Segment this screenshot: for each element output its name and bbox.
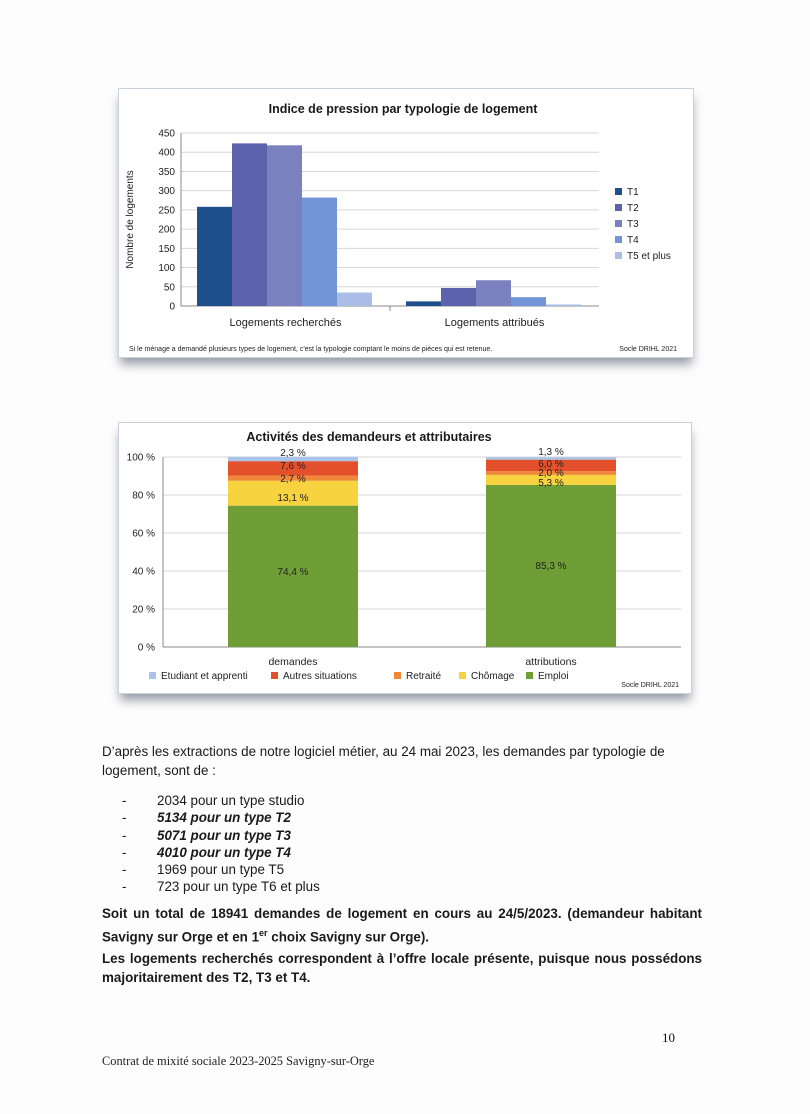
list-dash: - bbox=[122, 810, 127, 826]
chart1-ytick-label: 200 bbox=[158, 224, 175, 236]
chart2-legend-swatch bbox=[459, 672, 466, 679]
chart2-title: Activités des demandeurs et attributaires bbox=[246, 430, 492, 444]
total-text-b: choix Savigny sur Orge). bbox=[267, 928, 430, 944]
chart2-legend-label: Etudiant et apprenti bbox=[161, 671, 248, 682]
chart1-legend-swatch bbox=[615, 252, 622, 259]
chart1-legend-label: T3 bbox=[627, 219, 639, 230]
chart2-data-label: 13,1 % bbox=[277, 493, 309, 504]
chart2-ytick-label: 20 % bbox=[132, 604, 155, 616]
chart2-xtick-label: attributions bbox=[525, 656, 577, 668]
chart1-bar bbox=[406, 301, 441, 306]
chart1-title: Indice de pression par typologie de logement bbox=[268, 102, 538, 116]
chart-activites bbox=[118, 422, 692, 694]
chart1-bar bbox=[441, 288, 476, 306]
list-dash: - bbox=[122, 879, 127, 895]
chart1-ytick-label: 250 bbox=[158, 205, 175, 217]
chart1-note: Si le ménage a demandé plusieurs types de logement, c'est la typologie comptant le moins de pièces qui est retenue. bbox=[129, 346, 493, 353]
chart1-bar bbox=[476, 280, 511, 306]
chart2-ytick-label: 80 % bbox=[132, 490, 155, 502]
chart2-ytick-label: 100 % bbox=[126, 452, 155, 464]
typology-list-item bbox=[122, 878, 320, 895]
chart1-ytick-label: 300 bbox=[158, 186, 175, 198]
chart1-legend-label: T5 et plus bbox=[627, 251, 671, 262]
chart2-data-label: 6,0 % bbox=[538, 459, 564, 470]
typology-list-item bbox=[122, 861, 320, 878]
chart2-ytick-label: 60 % bbox=[132, 528, 155, 540]
list-item-text: 1969 pour un type T5 bbox=[157, 862, 285, 878]
total-paragraph bbox=[102, 905, 702, 946]
chart1-ytick-label: 350 bbox=[158, 166, 175, 178]
total-text-a: Soit un total de 18941 demandes de logement en cours au 24/5/2023. (demandeur habitant Savigny sur Orge et en 1 bbox=[102, 906, 702, 944]
chart2-legend-label: Retraité bbox=[406, 671, 442, 682]
chart1-ytick-label: 450 bbox=[158, 128, 175, 140]
chart2-source: Socle DRIHL 2021 bbox=[621, 682, 679, 689]
list-dash: - bbox=[122, 862, 127, 878]
chart2-legend-label: Emploi bbox=[538, 671, 569, 682]
chart1-ylabel: Nombre de logements bbox=[125, 170, 136, 269]
chart2-ytick-label: 40 % bbox=[132, 566, 155, 578]
list-item-text: 2034 pour un type studio bbox=[157, 793, 305, 808]
chart1-legend-swatch bbox=[615, 204, 622, 211]
chart2-legend-label: Chômage bbox=[471, 671, 515, 682]
chart1-legend-swatch bbox=[615, 236, 622, 243]
chart1-legend-label: T4 bbox=[627, 235, 639, 246]
chart2-data-label: 1,3 % bbox=[538, 447, 564, 458]
chart1-source: Socle DRIHL 2021 bbox=[619, 346, 677, 353]
chart2-legend-swatch bbox=[526, 672, 533, 679]
list-item-text: 4010 pour un type T4 bbox=[157, 844, 291, 860]
list-dash: - bbox=[122, 827, 127, 843]
chart1-xtick-label: Logements attribués bbox=[444, 317, 545, 329]
chart2-legend-swatch bbox=[271, 672, 278, 679]
chart2-data-label: 2,3 % bbox=[280, 448, 306, 459]
typology-list-item bbox=[122, 792, 320, 809]
chart2-ytick-label: 0 % bbox=[137, 642, 155, 654]
chart1-bar bbox=[546, 304, 581, 306]
chart2-data-label: 7,6 % bbox=[280, 461, 306, 472]
total-superscript: er bbox=[259, 927, 268, 938]
chart1-legend-swatch bbox=[615, 188, 622, 195]
chart1-bar bbox=[232, 143, 267, 306]
chart1-ytick-label: 0 bbox=[169, 301, 175, 313]
chart1-bar bbox=[511, 297, 546, 306]
chart2-xtick-label: demandes bbox=[268, 656, 318, 668]
list-item-text: 723 pour un type T6 et plus bbox=[157, 879, 320, 895]
chart2-legend-swatch bbox=[394, 672, 401, 679]
chart1-bar bbox=[302, 198, 337, 306]
chart1-legend-label: T1 bbox=[627, 187, 639, 198]
offer-paragraph: Les logements recherchés correspondent à l’offre locale présente, puisque nous possédons majoritairement des T2, T3 et T4. bbox=[102, 951, 702, 985]
chart2-data-label: 85,3 % bbox=[535, 561, 567, 572]
chart2-data-label: 5,3 % bbox=[538, 478, 564, 489]
chart1-xtick-label: Logements recherchés bbox=[229, 317, 342, 329]
list-item-text: 5134 pour un type T2 bbox=[157, 810, 291, 826]
chart2-legend-label: Autres situations bbox=[283, 671, 357, 682]
list-item-text: 5071 pour un type T3 bbox=[157, 827, 291, 843]
typology-list-item bbox=[122, 809, 320, 826]
chart1-bar bbox=[267, 145, 302, 306]
page-number: 10 bbox=[662, 1030, 675, 1045]
chart1-bar bbox=[337, 293, 372, 306]
typology-list-item bbox=[122, 844, 320, 861]
intro-paragraph: D’après les extractions de notre logiciel métier, au 24 mai 2023, les demandes par typologie de logement, sont de : bbox=[102, 744, 665, 778]
chart2-data-label: 2,7 % bbox=[280, 474, 306, 485]
chart-pression-typologie bbox=[118, 88, 694, 358]
chart1-legend-swatch bbox=[615, 220, 622, 227]
chart1-ytick-label: 100 bbox=[158, 263, 175, 275]
typology-list-item bbox=[122, 827, 320, 844]
chart2-svg bbox=[119, 423, 691, 693]
chart2-data-label: 74,4 % bbox=[277, 567, 309, 578]
chart1-legend-label: T2 bbox=[627, 203, 639, 214]
chart1-ytick-label: 400 bbox=[158, 147, 175, 159]
list-dash: - bbox=[122, 793, 127, 808]
list-dash: - bbox=[122, 844, 127, 860]
footer-text: Contrat de mixité sociale 2023-2025 Savigny-sur-Orge bbox=[102, 1054, 375, 1068]
chart1-ytick-label: 150 bbox=[158, 243, 175, 255]
chart1-bar bbox=[197, 207, 232, 306]
chart2-legend-swatch bbox=[149, 672, 156, 679]
chart1-ytick-label: 50 bbox=[163, 282, 175, 294]
typology-list bbox=[122, 792, 320, 896]
chart1-svg bbox=[119, 89, 693, 357]
chart2-data-label: 2,0 % bbox=[538, 468, 564, 479]
